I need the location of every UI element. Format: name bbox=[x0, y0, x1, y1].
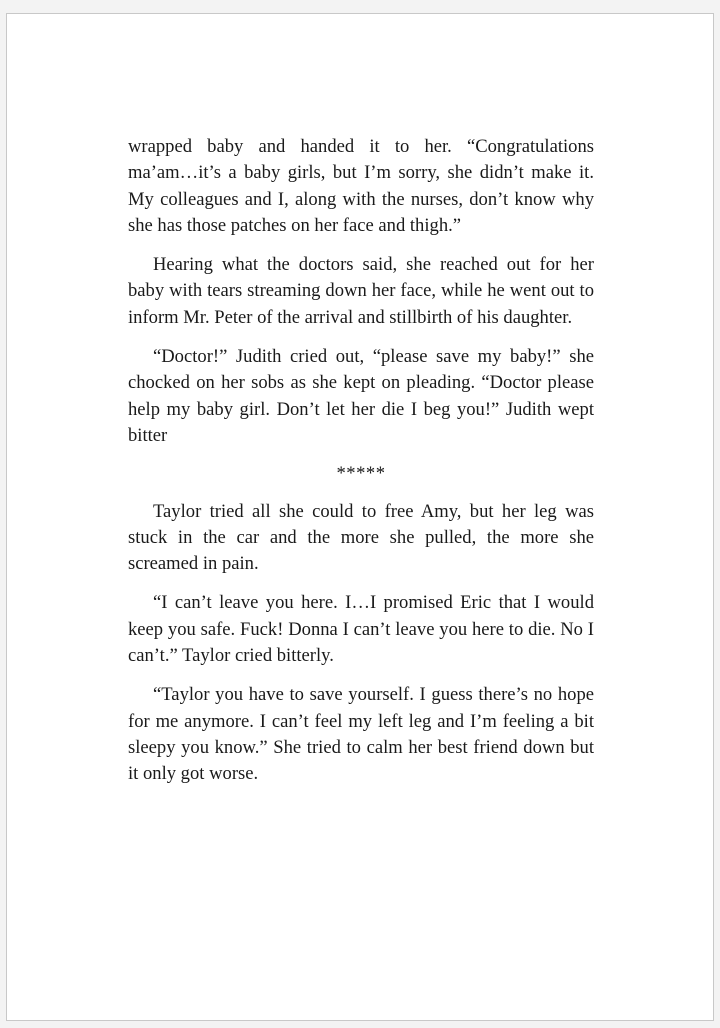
paragraph: “Doctor!” Judith cried out, “please save my baby!” she chocked on her sobs as she kept on pleading. “Doctor please help my baby girl. Don’t let her die I beg you!” Judith wept bitter bbox=[128, 346, 594, 446]
scene-separator: ***** bbox=[336, 463, 386, 485]
page-body bbox=[128, 134, 594, 801]
paragraph: wrapped baby and handed it to her. “Congratulations ma’am…it’s a baby girls, but I’m sorry, she didn’t make it. My colleagues and I, along with the nurses, don’t know why she has those patches on her face and thigh.” bbox=[128, 136, 594, 236]
paragraph: “Taylor you have to save yourself. I guess there’s no hope for me anymore. I can’t feel my left leg and I’m feeling a bit sleepy you know.” She tried to calm her best friend down but it only got worse. bbox=[128, 684, 594, 785]
paragraph: Taylor tried all she could to free Amy, but her leg was stuck in the car and the more she pulled, the more she screamed in pain. bbox=[128, 500, 594, 575]
paragraph: Hearing what the doctors said, she reached out for her baby with tears streaming down her face, while he went out to inform Mr. Peter of the arrival and stillbirth of his daughter. bbox=[128, 254, 594, 328]
paragraph: “I can’t leave you here. I…I promised Eric that I would keep you safe. Fuck! Donna I can’t leave you here to die. No I can’t.” Taylor cried bitterly. bbox=[128, 592, 594, 667]
document-page bbox=[6, 13, 714, 1021]
